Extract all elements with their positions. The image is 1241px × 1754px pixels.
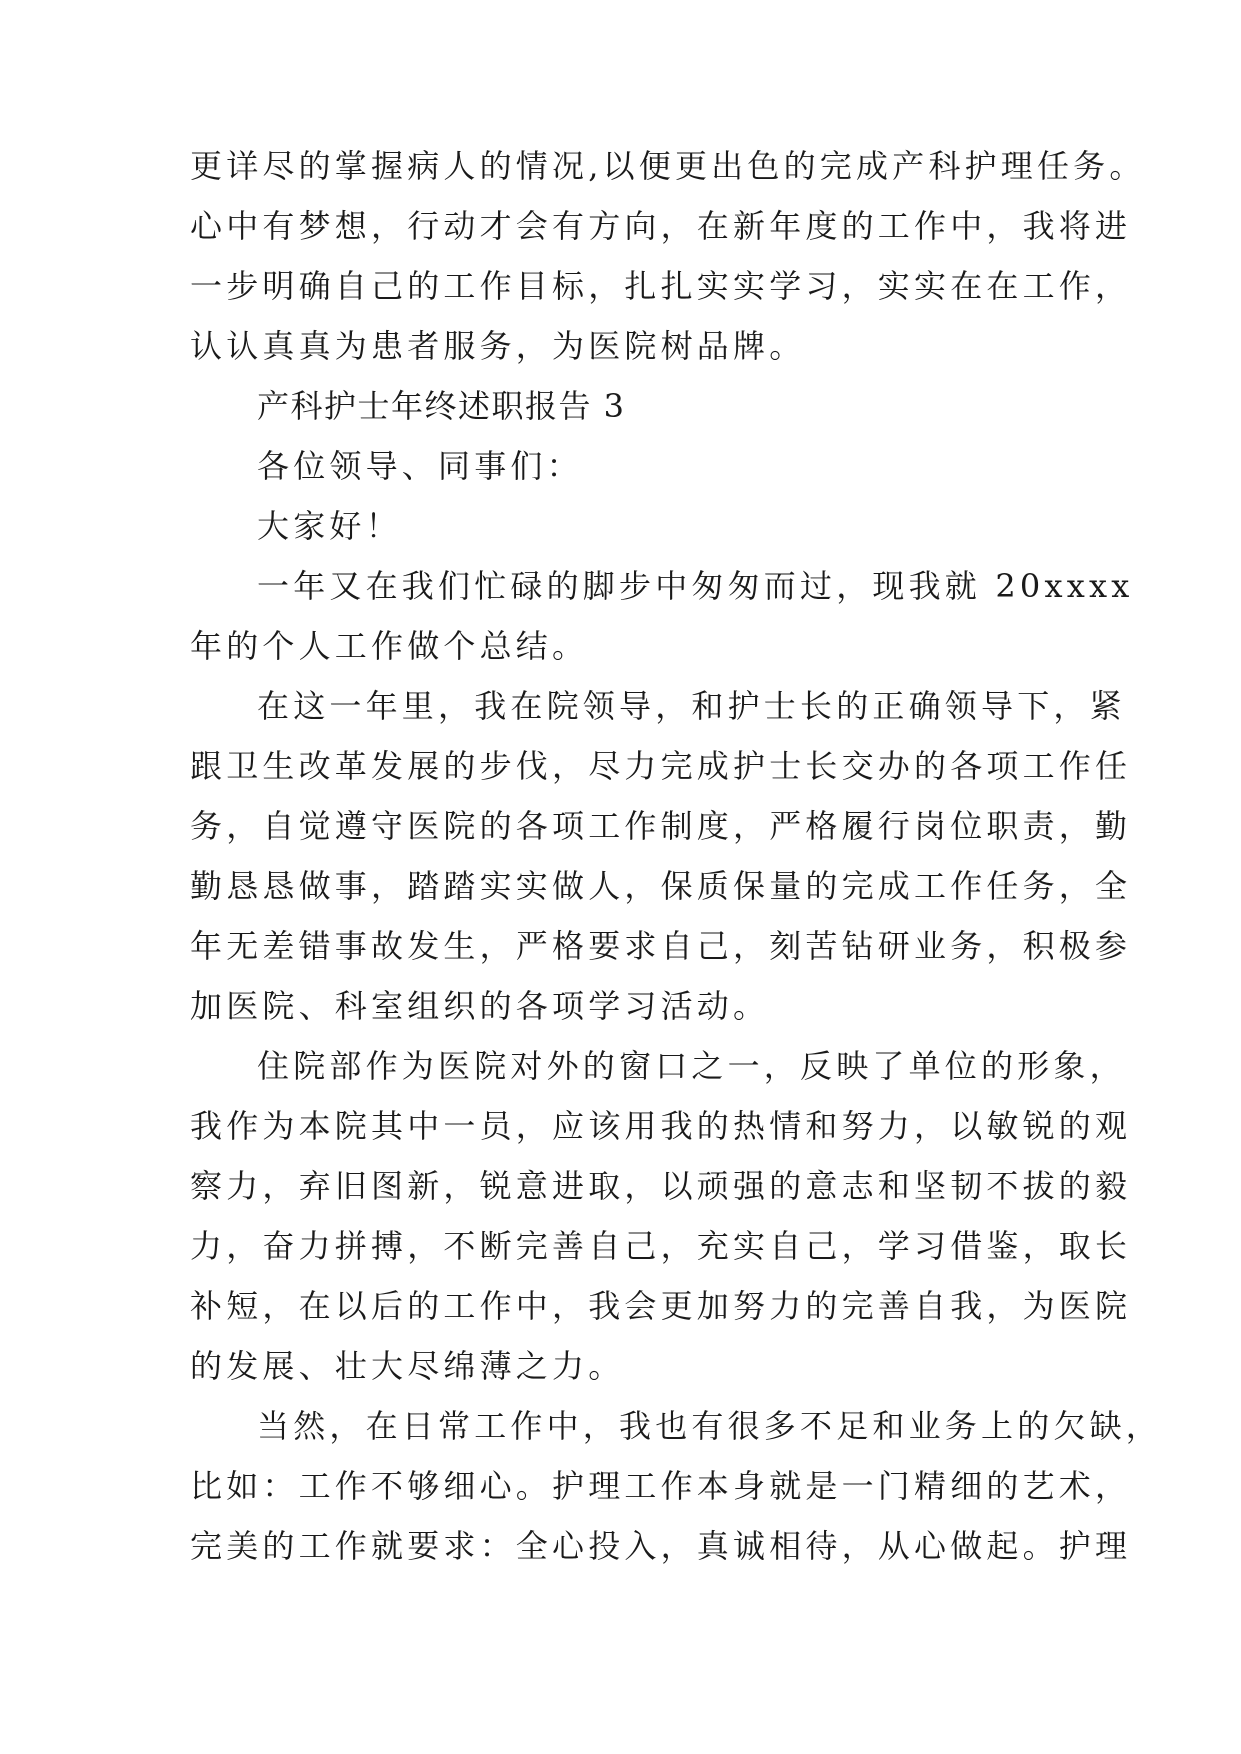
paragraph-line: 力，奋力拼搏，不断完善自己，充实自己，学习借鉴，取长 bbox=[190, 1227, 1132, 1265]
paragraph-line: 当然，在日常工作中，我也有很多不足和业务上的欠缺， bbox=[257, 1407, 1163, 1445]
section-heading: 产科护士年终述职报告 3 bbox=[257, 387, 626, 425]
paragraph-line: 的发展、壮大尽绵薄之力。 bbox=[190, 1347, 625, 1385]
paragraph-line: 住院部作为医院对外的窗口之一，反映了单位的形象， bbox=[257, 1047, 1126, 1085]
paragraph-line: 跟卫生改革发展的步伐，尽力完成护士长交办的各项工作任 bbox=[190, 747, 1132, 785]
paragraph-line: 更详尽的掌握病人的情况,以便更出色的完成产科护理任务。 bbox=[190, 147, 1146, 185]
paragraph-line: 年的个人工作做个总结。 bbox=[190, 627, 589, 665]
paragraph-line: 察力，弃旧图新，锐意进取，以顽强的意志和坚韧不拔的毅 bbox=[190, 1167, 1132, 1205]
paragraph-line: 补短，在以后的工作中，我会更加努力的完善自我，为医院 bbox=[190, 1287, 1132, 1325]
paragraph-line: 务，自觉遵守医院的各项工作制度，严格履行岗位职责，勤 bbox=[190, 807, 1132, 845]
paragraph-line: 年无差错事故发生，严格要求自己，刻苦钻研业务，积极参 bbox=[190, 927, 1132, 965]
paragraph-line: 认认真真为患者服务，为医院树品牌。 bbox=[190, 327, 806, 365]
paragraph-line: 我作为本院其中一员，应该用我的热情和努力，以敏锐的观 bbox=[190, 1107, 1132, 1145]
paragraph-line: 一步明确自己的工作目标，扎扎实实学习，实实在在工作， bbox=[190, 267, 1132, 305]
greeting: 大家好！ bbox=[257, 507, 402, 545]
paragraph-line: 比如：工作不够细心。护理工作本身就是一门精细的艺术， bbox=[190, 1467, 1132, 1505]
paragraph-line: 加医院、科室组织的各项学习活动。 bbox=[190, 987, 770, 1025]
paragraph-line: 勤恳恳做事，踏踏实实做人，保质保量的完成工作任务，全 bbox=[190, 867, 1132, 905]
paragraph-line: 一年又在我们忙碌的脚步中匆匆而过，现我就 20xxxx bbox=[257, 567, 1134, 605]
paragraph-line: 心中有梦想，行动才会有方向，在新年度的工作中，我将进 bbox=[190, 207, 1132, 245]
salutation: 各位领导、同事们： bbox=[257, 447, 583, 485]
paragraph-line: 在这一年里，我在院领导，和护士长的正确领导下，紧 bbox=[257, 687, 1126, 725]
paragraph-line: 完美的工作就要求：全心投入，真诚相待，从心做起。护理 bbox=[190, 1527, 1132, 1565]
